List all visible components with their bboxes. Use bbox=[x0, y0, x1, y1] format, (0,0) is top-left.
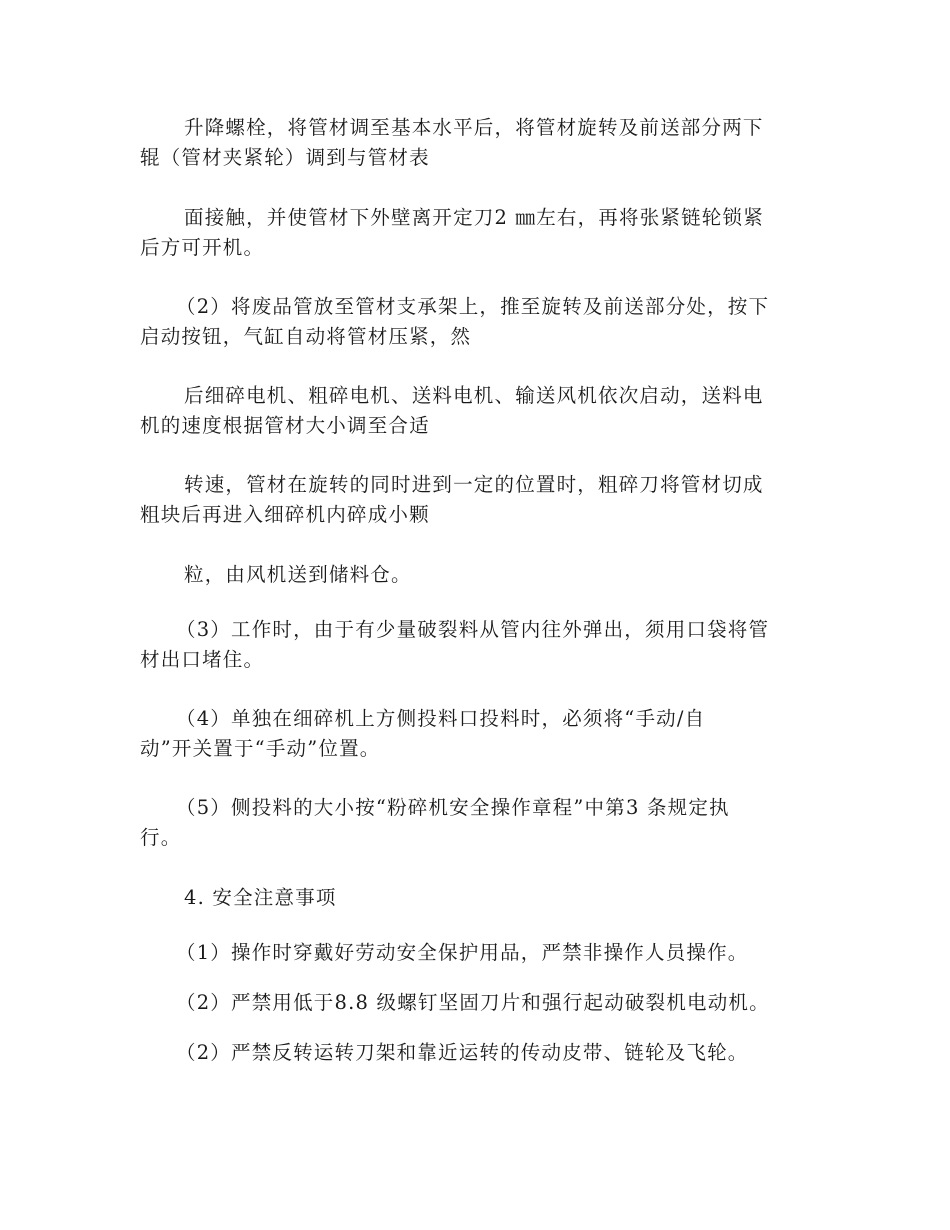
text-line: （5）侧投料的大小按“粉碎机安全操作章程”中第3 条规定执 bbox=[176, 796, 730, 819]
paragraph bbox=[140, 615, 820, 675]
text-line: （1）操作时穿戴好劳动安全保护用品，严禁非操作人员操作。 bbox=[176, 941, 749, 964]
paragraph bbox=[140, 560, 820, 590]
text-line: 材出口堵住。 bbox=[140, 648, 265, 671]
text-line: 转速，管材在旋转的同时进到一定的位置时，粗碎刀将管材切成 bbox=[184, 473, 764, 496]
text-line: （4）单独在细碎机上方侧投料口投料时，必须将“手动/自 bbox=[176, 707, 706, 730]
paragraph bbox=[140, 470, 820, 530]
paragraph bbox=[140, 113, 820, 173]
text-line: 后方可开机。 bbox=[140, 236, 265, 259]
text-line: 机的速度根据管材大小调至合适 bbox=[140, 414, 430, 437]
text-line: 行。 bbox=[140, 826, 182, 849]
text-line: 辊（管材夹紧轮）调到与管材表 bbox=[140, 146, 430, 169]
text-line: （2）将废品管放至管材支承架上，推至旋转及前送部分处，按下 bbox=[176, 295, 770, 318]
paragraph bbox=[140, 793, 820, 853]
paragraph bbox=[140, 1038, 820, 1068]
text-line: 后细碎电机、粗碎电机、送料电机、输送风机依次启动，送料电 bbox=[184, 384, 764, 407]
text-line: 动”开关置于“手动”位置。 bbox=[140, 737, 381, 760]
section-heading bbox=[140, 883, 820, 913]
text-line: （2）严禁反转运转刀架和靠近运转的传动皮带、链轮及飞轮。 bbox=[176, 1041, 749, 1064]
paragraph bbox=[140, 938, 820, 968]
text-line: 粒，由风机送到储料仓。 bbox=[184, 563, 412, 586]
text-line: 启动按钮，气缸自动将管材压紧，然 bbox=[140, 325, 472, 348]
paragraph bbox=[140, 292, 820, 352]
text-line: 面接触，并使管材下外壁离开定刀2 ㎜左右，再将张紧链轮锁紧 bbox=[184, 206, 764, 229]
text-line: 粗块后再进入细碎机内碎成小颗 bbox=[140, 503, 430, 526]
text-line: 升降螺栓，将管材调至基本水平后，将管材旋转及前送部分两下 bbox=[184, 116, 764, 139]
text-line: 4. 安全注意事项 bbox=[184, 886, 337, 909]
paragraph bbox=[140, 704, 820, 764]
paragraph bbox=[140, 988, 820, 1018]
text-line: （2）严禁用低于8.8 级螺钉坚固刀片和强行起动破裂机电动机。 bbox=[176, 991, 770, 1014]
text-line: （3）工作时，由于有少量破裂料从管内往外弹出，须用口袋将管 bbox=[176, 618, 770, 641]
paragraph bbox=[140, 381, 820, 441]
paragraph bbox=[140, 203, 820, 263]
